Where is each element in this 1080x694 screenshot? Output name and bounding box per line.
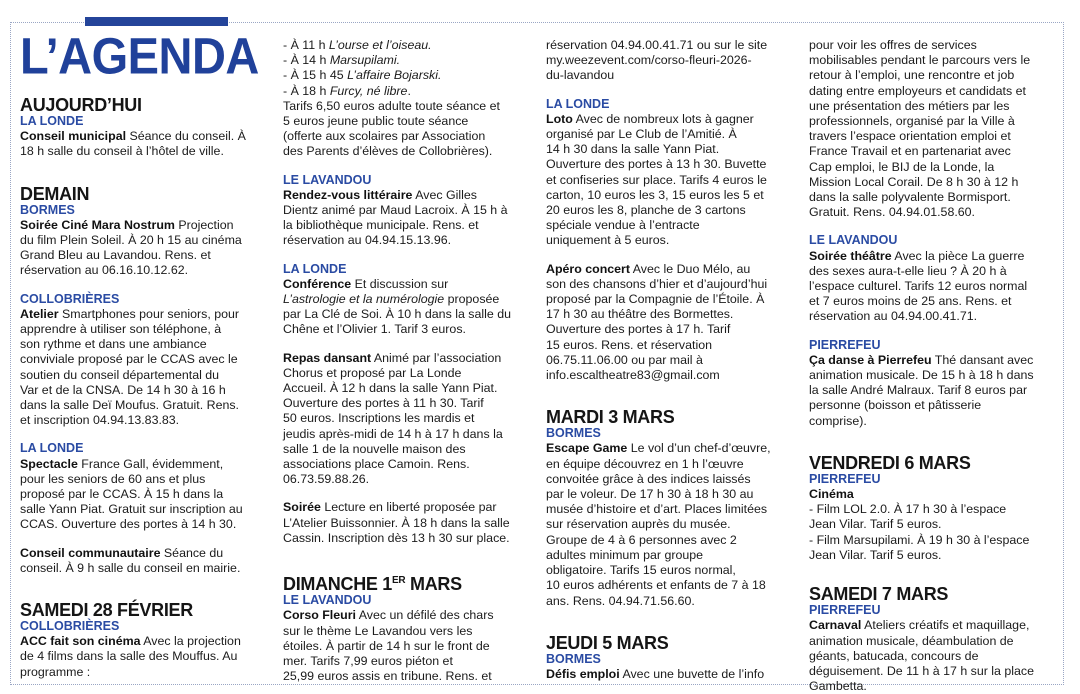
event-title: Rendez-vous littéraire [283, 187, 413, 202]
city-label: PIERREFEU [809, 471, 881, 486]
agenda-title: L’AGENDA [20, 26, 259, 85]
italic-title: Marsupilami. [329, 53, 401, 68]
city-label: BORMES [546, 651, 601, 666]
agenda-column-3 [546, 38, 808, 682]
event-title: Corso Fleuri [283, 608, 356, 623]
event-continuation: pour voir les offres de services mobilisables pendant le parcours vers le retour à l’emploi, une rencontre et job dating entre employeurs et candidats et une présentation des métiers par les professionnels, organisé par la Ville à travers l’espace orientation emploi et France Travail et en partenariat avec Cap emploi, le BIJ de la Londe, la Mission Local Corail. De 8 h 30 à 12 h dans la salle polyvalente Bormisport. Gratuit. Rens. 04.94.01.58.60. [809, 38, 1031, 220]
city-label: LE LAVANDOU [283, 172, 372, 187]
event-description: Avec le Duo Mélo, au son des chansons d’hier et d’aujourd’hui proposé par la Compagnie de l’Étoile. À 17 h 30 au théâtre des Bormettes. Ouverture des portes à 17 h. Tarif 15 euros. Rens. et réservation 06.75.11.06.00 ou par mail à info.escaltheatre83@gmail.com [546, 261, 768, 383]
event-entry [546, 441, 808, 608]
italic-title: L’astrologie et la numérologie [283, 292, 445, 307]
event-title: Conseil municipal [20, 129, 127, 144]
event-description: Lecture en liberté proposée par L’Atelier Buissonnier. À 18 h dans la salle Cassin. Inscription dès 13 h 30 sur place. [283, 500, 510, 545]
day-heading: VENDREDI 6 MARS [809, 452, 971, 473]
event-entry [283, 500, 545, 546]
event-title: Apéro concert [546, 261, 630, 276]
event-title: Conseil communautaire [20, 545, 161, 560]
city-label: PIERREFEU [809, 337, 881, 352]
day-heading: SAMEDI 7 MARS [809, 584, 949, 605]
city-label: LA LONDE [283, 261, 347, 276]
event-entry [546, 262, 808, 384]
event-entry [809, 618, 1071, 694]
event-description: Le vol d’un chef-d’œuvre, en équipe découvrez en 1 h l’œuvre convoitée grâce à des indices laissés par le voleur. De 17 h 30 à 18 h 30 au musée d’histoire et d’art. Places limitées sur réservation auprès du musée. Groupe de 4 à 6 personnes avec 2 adultes minimum par groupe obligatoire. Tarifs 15 euros normal, 10 euros adhérents et enfants de 7 à 18 ans. Rens. 04.94.71.56.60. [546, 441, 771, 608]
city-label: LA LONDE [546, 96, 610, 111]
event-description: Séance du conseil. À 18 h salle du conseil à l’hôtel de ville. [20, 129, 246, 159]
event-entry [20, 129, 282, 159]
event-entry [283, 351, 545, 488]
event-description: Thé dansant avec animation musicale. De 15 h à 18 h dans la salle André Malraux. Tarif 8 euros par personne (boisson et pâtisserie comprise). [809, 352, 1034, 428]
event-entry [809, 249, 1071, 325]
event-title: Ça danse à Pierrefeu [809, 352, 932, 367]
italic-title: Furcy, né libre [329, 83, 408, 98]
city-label: LE LAVANDOU [283, 593, 372, 608]
event-description: Ateliers créatifs et maquillage, animation musicale, déambulation de géants, batucada, concours de déguisement. De 11 h à 17 h sur la place Gambetta. [809, 618, 1035, 694]
event-title: Conférence [283, 276, 352, 291]
accent-bar [85, 17, 228, 26]
event-title: Spectacle [20, 456, 78, 471]
event-title: Repas dansant [283, 350, 372, 365]
event-description: Smartphones pour seniors, pour apprendre à utiliser son téléphone, à son rythme et dans une ambiance conviviale proposé par le CCAS avec le soutien du conseil départemental du Var et de la CNSA. De 14 h 30 à 16 h dans la salle Deï Moufus. Gratuit. Rens. et inscription 04.94.13.83.83. [20, 306, 240, 428]
event-title: Soirée [283, 500, 321, 515]
event-entry [283, 608, 545, 684]
event-entry [283, 277, 545, 338]
city-label: COLLOBRIÈRES [20, 291, 120, 306]
event-description: Avec la pièce La guerre des sexes aura-t-elle lieu ? À 20 h à l’espace culturel. Tarifs 12 euros normal et 7 euros moins de 25 ans. Rens. et réservation au 04.94.00.41.71. [809, 248, 1028, 324]
event-description: Avec la projection de 4 films dans la salle des Mouffus. Au programme : [20, 634, 241, 679]
ordinal-suffix: ER [392, 575, 406, 587]
event-title: Soirée théâtre [809, 248, 892, 263]
day-heading: AUJOURD’HUI [20, 95, 142, 115]
italic-title: L’ourse et l’oiseau. [328, 38, 432, 52]
city-label: BORMES [20, 202, 75, 217]
event-entry [20, 457, 282, 533]
city-label: LA LONDE [20, 114, 84, 128]
event-entry [20, 634, 282, 680]
city-label: LA LONDE [20, 441, 84, 456]
event-entry [546, 112, 808, 249]
event-title: Soirée Ciné Mara Nostrum [20, 217, 175, 232]
event-entry [20, 546, 282, 576]
agenda-column-2 [283, 38, 545, 684]
event-entry [20, 307, 282, 429]
italic-title: L’affaire Bojarski. [347, 68, 442, 83]
event-continuation: - À 11 h L’ourse et l’oiseau. - À 14 h Marsupilami. - À 15 h 45 L’affaire Bojarski. - À 18 h Furcy, né libre. Tarifs 6,50 euros adulte toute séance et 5 euros jeune public toute séance (offerte aux scolaires par Association des Parents d’élèves de Collobrières). [283, 38, 500, 159]
city-label: PIERREFEU [809, 603, 881, 618]
event-description: Animé par l’association Chorus et proposé par La Londe Accueil. À 12 h dans la salle Yann Piat. Ouverture des portes à 11 h 30. Tarif 50 euros. Inscriptions les mardis et jeudis après-midi de 14 h à 17 h dans la salle 1 de la nouvelle maison des associations place Camoin. Rens. 06.73.59.88.26. [283, 350, 503, 487]
event-description: Et discussion sur L’astrologie et la numérologie proposée par La Clé de Soi. À 10 h dans la salle du Chêne et l’Olivier 1. Tarif 3 euros. [283, 276, 511, 337]
day-heading: DEMAIN [20, 183, 90, 204]
event-entry [283, 188, 545, 249]
city-label: LE LAVANDOU [809, 233, 898, 248]
event-description: Projection du film Plein Soleil. À 20 h 15 au cinéma Grand Bleu au Lavandou. Rens. et réservation au 06.16.10.12.62. [20, 217, 242, 278]
event-title: Atelier [20, 306, 59, 321]
day-heading: SAMEDI 28 FÉVRIER [20, 600, 193, 621]
event-description: - Film LOL 2.0. À 17 h 30 à l’espace Jean Vilar. Tarif 5 euros. - Film Marsupilami. À 19 h 30 à l’espace Jean Vilar. Tarif 5 euros. [809, 502, 1030, 562]
agenda-column-4 [809, 38, 1071, 694]
event-continuation: réservation 04.94.00.41.71 ou sur le site my.weezevent.com/corso-fleuri-2026- du-lavandou [546, 38, 768, 83]
day-heading: DIMANCHE 1ER MARS [283, 574, 462, 595]
day-heading: MARDI 3 MARS [546, 407, 675, 428]
event-title: Cinéma [809, 487, 854, 502]
event-entry [809, 487, 1071, 563]
city-label: COLLOBRIÈRES [20, 619, 120, 634]
event-description: Avec Gilles Dientz animé par Maud Lacroix. À 15 h à la bibliothèque municipale. Rens. et réservation au 04.94.15.13.96. [283, 187, 508, 248]
event-description: France Gall, évidemment, pour les seniors de 60 ans et plus proposé par le CCAS. À 15 h dans la salle Yann Piat. Gratuit sur inscription au CCAS. Ouverture des portes à 14 h 30. [20, 456, 243, 532]
event-title: Escape Game [546, 441, 628, 456]
event-description: Avec un défilé des chars sur le thème Le Lavandou vers les étoiles. À partir de 14 h sur le front de mer. Tarifs 7,99 euros piéton et 25,99 euros assis en tribune. Rens. et [283, 608, 494, 684]
event-entry [20, 218, 282, 279]
agenda-column-1 [20, 28, 282, 680]
event-description: Séance du conseil. À 9 h salle du conseil en mairie. [20, 545, 241, 575]
event-title: ACC fait son cinéma [20, 634, 141, 649]
city-label: BORMES [546, 426, 601, 441]
event-title: Défis emploi [546, 666, 620, 681]
event-description: Avec de nombreux lots à gagner organisé par Le Club de l’Amitié. À 14 h 30 dans la salle Yann Piat. Ouverture des portes à 13 h 30. Buvette et confiseries sur place. Tarifs 4 euros le carton, 10 euros les 3, 15 euros les 5 et 20 euros les 8, planche de 3 cartons spéciale vendue à l’entracte uniquement à 5 euros. [546, 111, 767, 248]
event-description: Avec une buvette de l’info [619, 666, 765, 681]
event-entry [809, 353, 1071, 429]
day-heading: JEUDI 5 MARS [546, 632, 669, 653]
event-title: Carnaval [809, 618, 862, 633]
event-title: Loto [546, 111, 573, 126]
event-entry [546, 667, 808, 682]
